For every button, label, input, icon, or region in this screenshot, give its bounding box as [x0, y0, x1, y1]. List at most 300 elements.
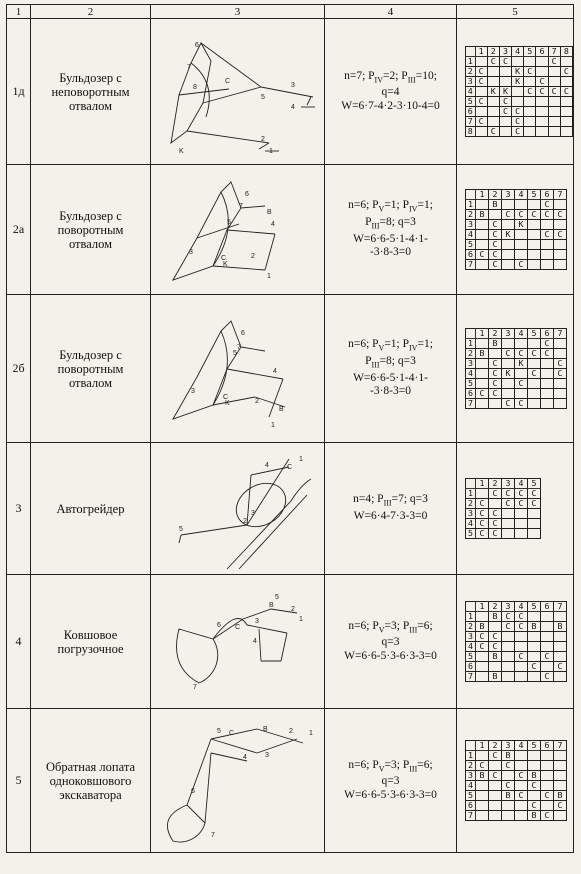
formula-text: =1; [417, 199, 433, 212]
scheme-label: C [223, 393, 229, 401]
formula-text: P [365, 355, 372, 367]
matrix-row [466, 612, 567, 622]
matrix-cell [554, 379, 567, 389]
formula-text: q=4 [381, 86, 400, 99]
matrix-row [466, 77, 573, 87]
scheme-label: 5 [233, 349, 237, 357]
formula-line [325, 650, 456, 664]
matrix-cell: C [475, 67, 487, 77]
formula-text: =6; [417, 619, 433, 632]
matrix-cell [528, 791, 541, 801]
matrix-cell: C [502, 612, 515, 622]
matrix-cell [489, 399, 502, 409]
matrix-cell [528, 359, 541, 369]
matrix-corner [466, 329, 476, 339]
machine-name-line: Бульдозер с [59, 208, 122, 223]
formula-text: W=6·6-5·1-4·1- [353, 232, 428, 245]
formula-text: n=6; P [348, 758, 379, 771]
matrix-cell [489, 801, 502, 811]
matrix-col-header: 2 [489, 602, 502, 612]
matrix-cell [499, 77, 511, 87]
matrix-cell [541, 751, 554, 761]
matrix-row [466, 67, 573, 77]
kinematic-scheme [151, 295, 325, 443]
scheme-label: 4 [271, 220, 275, 228]
matrix-cell [502, 652, 515, 662]
matrix-row [466, 87, 573, 97]
matrix-row [466, 349, 567, 359]
scheme-diagram [151, 577, 323, 707]
machine-name-line: погрузочное [57, 641, 124, 656]
matrix-cell [476, 811, 489, 821]
matrix-cell: C [528, 801, 541, 811]
matrix-cell: C [512, 127, 524, 137]
matrix-cell: C [489, 529, 502, 539]
machine-name-line: поворотным [57, 361, 124, 376]
matrix-cell [528, 339, 541, 349]
matrix-cell: C [528, 489, 541, 499]
formula-line [325, 199, 456, 216]
matrix-row-header: 5 [466, 652, 476, 662]
matrix-cell: C [541, 811, 554, 821]
matrix-cell: B [489, 200, 502, 210]
matrix-cell: C [515, 489, 528, 499]
matrix-row [466, 632, 567, 642]
formula-text: =1; [417, 338, 433, 351]
matrix-cell: B [476, 771, 489, 781]
scheme-label: 7 [239, 202, 243, 210]
header-row [7, 5, 574, 19]
matrix-col-header: 7 [554, 602, 567, 612]
matrix-header-row [466, 741, 567, 751]
scheme-label: B [267, 208, 272, 216]
matrix-row-header: 1 [466, 489, 476, 499]
matrix-row-header: 6 [466, 250, 476, 260]
formula-subscript: IV [409, 343, 418, 353]
formula-text: -3·8-3=0 [370, 385, 411, 398]
matrix-cell [515, 519, 528, 529]
matrix-row-header: 7 [466, 260, 476, 270]
matrix-cell: C [476, 632, 489, 642]
formula-text: =6; [417, 758, 433, 771]
scheme-label: C [287, 463, 293, 471]
scheme-label: 5 [179, 525, 183, 533]
scheme-label: 2 [255, 397, 259, 405]
row-number: 1д [7, 19, 31, 165]
matrix-cell [536, 57, 548, 67]
matrix-cell [489, 210, 502, 220]
matrix-cell [487, 117, 499, 127]
matrix-col-header: 8 [560, 47, 572, 57]
matrix-row [466, 339, 567, 349]
matrix-col-header: 2 [489, 190, 502, 200]
kinematic-scheme [151, 575, 325, 709]
matrix-cell [554, 632, 567, 642]
scheme-label: 2 [243, 517, 247, 525]
matrix-cell [475, 107, 487, 117]
matrix-row [466, 250, 567, 260]
matrix-cell: C [554, 662, 567, 672]
machine-name-line: Ковшовое [63, 627, 118, 642]
formula-subscript: V [378, 624, 385, 634]
matrix-cell [528, 220, 541, 230]
formula-line [325, 759, 456, 776]
matrix-cell [476, 399, 489, 409]
scheme-label: 6 [217, 621, 221, 629]
matrix-cell: C [489, 220, 502, 230]
matrix-cell [515, 811, 528, 821]
matrix-row [466, 230, 567, 240]
matrix-cell: C [489, 250, 502, 260]
formula-text: =3; P [384, 758, 410, 771]
matrix-cell [528, 672, 541, 682]
matrix-cell [554, 240, 567, 250]
scheme-label: K [179, 147, 184, 155]
formula-text: n=7; P [344, 69, 375, 82]
mobility-formula [325, 575, 457, 709]
formula-subscript: III [383, 498, 392, 508]
matrix-cell [548, 67, 560, 77]
matrix-cell: C [489, 771, 502, 781]
matrix-cell [476, 339, 489, 349]
formula-subscript: V [378, 343, 385, 353]
matrix-cell [476, 359, 489, 369]
header-col-5: 5 [457, 5, 574, 19]
matrix-cell: C [528, 781, 541, 791]
matrix-row [466, 107, 573, 117]
mobility-formula [325, 165, 457, 295]
matrix-cell [476, 751, 489, 761]
scheme-label: 1 [271, 421, 275, 429]
matrix-cell [502, 672, 515, 682]
matrix-cell [524, 97, 536, 107]
scheme-label: 2 [251, 252, 255, 260]
matrix-cell: C [512, 107, 524, 117]
matrix-header-row [466, 47, 573, 57]
matrix-row-header: 6 [466, 662, 476, 672]
matrix-cell: K [487, 87, 499, 97]
matrix-cell: C [554, 230, 567, 240]
matrix-cell [515, 200, 528, 210]
matrix-cell: C [528, 662, 541, 672]
matrix-row-header: 5 [466, 240, 476, 250]
machine-name-line: отвалом [68, 98, 113, 113]
matrix-row [466, 642, 567, 652]
formula-text: n=6; P [348, 199, 379, 212]
matrix-cell: C [476, 519, 489, 529]
mobility-formula [325, 709, 457, 853]
matrix-cell [515, 250, 528, 260]
scheme-diagram [151, 168, 323, 292]
matrix-cell: C [489, 489, 502, 499]
matrix-cell [528, 612, 541, 622]
matrix-cell: C [502, 349, 515, 359]
matrix-cell [489, 811, 502, 821]
kinematic-scheme [151, 19, 325, 165]
matrix-cell: C [502, 489, 515, 499]
matrix-grid [465, 189, 567, 270]
matrix-row [466, 529, 541, 539]
matrix-row-header: 2 [466, 622, 476, 632]
scheme-label: K [225, 399, 230, 407]
formula-line [325, 355, 456, 372]
matrix-cell [515, 529, 528, 539]
matrix-cell [475, 87, 487, 97]
matrix-row [466, 97, 573, 107]
matrix-row [466, 260, 567, 270]
matrix-cell: C [502, 210, 515, 220]
kinematic-scheme [151, 443, 325, 575]
matrix-cell [499, 127, 511, 137]
matrix-cell: C [489, 642, 502, 652]
matrix-cell [528, 250, 541, 260]
scheme-label: 4 [253, 637, 257, 645]
table-row [7, 165, 574, 295]
matrix-cell: C [541, 230, 554, 240]
matrix-cell: C [515, 622, 528, 632]
formula-text: W=6·6-5·1-4·1- [353, 371, 428, 384]
connection-matrix [457, 19, 574, 165]
row-number: 2б [7, 295, 31, 443]
matrix-row [466, 359, 567, 369]
matrix-cell: C [515, 652, 528, 662]
matrix-cell [528, 200, 541, 210]
matrix-row [466, 399, 567, 409]
matrix-col-header: 5 [528, 190, 541, 200]
scheme-label: 8 [193, 83, 197, 91]
matrix-cell: C [489, 369, 502, 379]
matrix-col-header: 6 [536, 47, 548, 57]
matrix-cell [554, 811, 567, 821]
formula-text: W=6·6-5·3-6·3-3=0 [344, 788, 437, 801]
matrix-cell [524, 77, 536, 87]
connection-matrix [457, 575, 574, 709]
matrix-cell: C [515, 399, 528, 409]
matrix-cell: C [515, 210, 528, 220]
matrix-row-header: 7 [466, 811, 476, 821]
matrix-cell [528, 751, 541, 761]
matrix-corner [466, 602, 476, 612]
matrix-cell: C [554, 801, 567, 811]
matrix-cell [502, 359, 515, 369]
matrix-cell [528, 399, 541, 409]
matrix-cell [512, 57, 524, 67]
matrix-cell [554, 781, 567, 791]
matrix-row-header: 4 [466, 87, 476, 97]
matrix-cell: C [541, 210, 554, 220]
formula-line [325, 620, 456, 637]
matrix-cell [528, 519, 541, 529]
matrix-cell: C [487, 57, 499, 67]
matrix-row-header: 5 [466, 97, 476, 107]
matrix-row-header: 6 [466, 389, 476, 399]
matrix-cell [515, 339, 528, 349]
matrix-cell [548, 117, 560, 127]
matrix-row [466, 672, 567, 682]
matrix-col-header: 7 [554, 741, 567, 751]
scheme-label: 5 [261, 93, 265, 101]
matrix-cell [541, 220, 554, 230]
mobility-formula [325, 19, 457, 165]
matrix-cell: C [502, 499, 515, 509]
matrix-row [466, 791, 567, 801]
scheme-label: 2 [261, 135, 265, 143]
matrix-cell [489, 761, 502, 771]
matrix-cell [554, 339, 567, 349]
matrix-col-header: 1 [475, 47, 487, 57]
matrix-row-header: 4 [466, 642, 476, 652]
matrix-cell [554, 652, 567, 662]
matrix-cell: C [515, 791, 528, 801]
matrix-grid [465, 328, 567, 409]
matrix-cell [487, 107, 499, 117]
scheme-label: 6 [195, 41, 199, 49]
matrix-cell: C [489, 359, 502, 369]
formula-subscript: III [371, 221, 380, 231]
matrix-cell: C [541, 349, 554, 359]
matrix-cell [560, 117, 572, 127]
matrix-cell [515, 389, 528, 399]
matrix-row-header: 5 [466, 379, 476, 389]
matrix-cell [476, 781, 489, 791]
matrix-cell [502, 220, 515, 230]
header-col-3: 3 [151, 5, 325, 19]
formula-subscript: III [409, 624, 418, 634]
matrix-cell: C [515, 349, 528, 359]
matrix-cell [541, 379, 554, 389]
matrix-cell: C [499, 107, 511, 117]
matrix-cell: C [554, 359, 567, 369]
header-col-4: 4 [325, 5, 457, 19]
matrix-cell: C [515, 499, 528, 509]
matrix-row-header: 1 [466, 200, 476, 210]
formula-text: q=3 [381, 636, 400, 649]
formula-line [325, 70, 456, 87]
matrix-cell: B [502, 751, 515, 761]
matrix-cell: C [554, 210, 567, 220]
scheme-label: 2 [289, 727, 293, 735]
matrix-cell: C [499, 97, 511, 107]
formula-text: =10; [415, 69, 437, 82]
matrix-cell [541, 622, 554, 632]
matrix-col-header: 3 [502, 479, 515, 489]
matrix-cell [502, 260, 515, 270]
matrix-cell [536, 117, 548, 127]
matrix-row [466, 519, 541, 529]
mechanism-table [6, 4, 574, 853]
matrix-col-header: 1 [476, 190, 489, 200]
matrix-cell: C [554, 369, 567, 379]
scheme-label: 6 [191, 787, 195, 795]
machine-name-line: одноковшового [49, 773, 132, 788]
matrix-cell: C [489, 260, 502, 270]
matrix-cell [554, 761, 567, 771]
scheme-label: 4 [291, 103, 295, 111]
matrix-cell [528, 260, 541, 270]
scheme-label: 7 [237, 343, 241, 351]
matrix-cell [548, 77, 560, 87]
matrix-cell [541, 250, 554, 260]
machine-name-line: экскаватора [59, 787, 122, 802]
matrix-cell [512, 87, 524, 97]
matrix-row-header: 3 [466, 771, 476, 781]
header-col-2: 2 [31, 5, 151, 19]
matrix-cell [554, 220, 567, 230]
scheme-label: 6 [245, 190, 249, 198]
matrix-cell: B [489, 672, 502, 682]
matrix-row [466, 811, 567, 821]
formula-text: =8; q=3 [379, 355, 416, 367]
matrix-cell: C [528, 349, 541, 359]
matrix-row [466, 781, 567, 791]
matrix-col-header: 7 [554, 190, 567, 200]
matrix-col-header: 3 [502, 190, 515, 200]
matrix-col-header: 4 [515, 602, 528, 612]
matrix-cell [528, 642, 541, 652]
matrix-grid [465, 46, 573, 137]
matrix-cell: C [541, 672, 554, 682]
matrix-cell: C [524, 87, 536, 97]
matrix-cell [554, 389, 567, 399]
matrix-cell [524, 107, 536, 117]
matrix-cell [489, 349, 502, 359]
matrix-cell: C [476, 389, 489, 399]
matrix-cell: C [487, 127, 499, 137]
formula-line [325, 100, 456, 114]
formula-line [325, 216, 456, 233]
matrix-row [466, 220, 567, 230]
matrix-cell: C [502, 622, 515, 632]
matrix-cell [515, 672, 528, 682]
formula-subscript: V [378, 204, 385, 214]
matrix-col-header: 6 [541, 741, 554, 751]
matrix-row-header: 3 [466, 632, 476, 642]
matrix-cell [502, 771, 515, 781]
scheme-label: 1 [269, 147, 273, 155]
matrix-cell [476, 240, 489, 250]
table-row [7, 295, 574, 443]
scheme-label: 3 [191, 387, 195, 395]
formula-line [325, 636, 456, 650]
row-number: 3 [7, 443, 31, 575]
matrix-cell: K [502, 369, 515, 379]
matrix-cell: C [489, 379, 502, 389]
matrix-cell [541, 662, 554, 672]
matrix-cell [560, 107, 572, 117]
matrix-cell: B [489, 612, 502, 622]
matrix-cell [476, 379, 489, 389]
matrix-cell: C [541, 652, 554, 662]
matrix-cell [515, 801, 528, 811]
scheme-label: 3 [255, 617, 259, 625]
scheme-diagram [151, 25, 323, 159]
matrix-cell [476, 652, 489, 662]
matrix-corner [466, 741, 476, 751]
matrix-cell: B [476, 210, 489, 220]
machine-name-line: неповоротным [51, 84, 130, 99]
matrix-cell [548, 97, 560, 107]
scheme-label: 4 [243, 753, 247, 761]
matrix-cell [528, 529, 541, 539]
scheme-label: 4 [273, 367, 277, 375]
matrix-cell [499, 117, 511, 127]
matrix-row-header: 1 [466, 339, 476, 349]
matrix-cell [476, 791, 489, 801]
connection-matrix [457, 165, 574, 295]
formula-text: q=3 [381, 775, 400, 788]
scheme-label: C [229, 729, 235, 737]
matrix-cell: C [476, 509, 489, 519]
